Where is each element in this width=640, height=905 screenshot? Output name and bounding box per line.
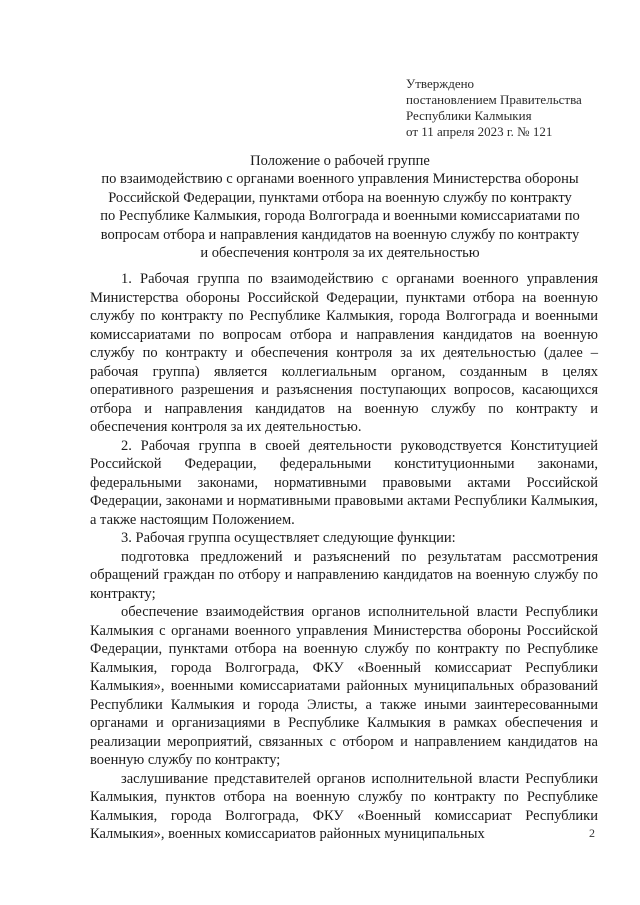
title-line: Российской Федерации, пунктами отбора на военную службу по контракту xyxy=(108,189,572,206)
function-item: заслушивание представителей органов исполнительной власти Республики Калмыкия, пунктов отбора на военную службу по контракту по Республике Калмыкия, города Волгограда, ФКУ «Военный комиссариат Республики Калмыкия», военных комиссариатов районных муниципальных xyxy=(90,770,598,842)
paragraph-3: 3. Рабочая группа осуществляет следующие функции: xyxy=(121,530,456,546)
title-line: по взаимодействию с органами военного управления Министерства обороны xyxy=(101,171,579,188)
approval-stamp xyxy=(406,76,582,140)
document-title xyxy=(70,152,610,262)
function-item: обеспечение взаимодействия органов исполнительной власти Республики Калмыкия с органами военного управления Министерства обороны Российской Федерации, пунктами отбора на военную службу по контракту по Республике Калмыкия, города Волгограда, ФКУ «Военный комиссариат Республики Калмыкия», военными комиссариатами районных муниципальных образований Республики Калмыкия и города Элисты, а также иными заинтересованными органами и организациями в Республике Калмыкия в рамках обеспечения и реализации мероприятий, связанных с отбором и направлением кандидатов на военную службу по контракту; xyxy=(90,604,598,768)
document-body xyxy=(90,270,598,844)
approval-line: Утверждено xyxy=(406,76,475,91)
function-item: подготовка предложений и разъяснений по результатам рассмотрения обращений граждан по отбору и направлению кандидатов на военную службу по контракту; xyxy=(90,548,598,602)
approval-line: Республики Калмыкия xyxy=(406,108,532,123)
paragraph-2: 2. Рабочая группа в своей деятельности руководствуется Конституцией Российской Федерации, федеральными конституционными законами, федеральными законами, нормативными правовыми актами Российской Федерации, законами и нормативными правовыми актами Республики Калмыкия, а также настоящим Положением. xyxy=(90,437,598,528)
approval-date-line: от 11 апреля 2023 г. № 121 xyxy=(406,124,553,139)
title-line: вопросам отбора и направления кандидатов на военную службу по контракту xyxy=(100,226,580,243)
title-line: Положение о рабочей группе xyxy=(250,153,430,169)
page-number: 2 xyxy=(589,826,595,840)
title-line: по Республике Калмыкия, города Волгограда и военными комиссариатами по xyxy=(100,208,580,225)
approval-line: постановлением Правительства xyxy=(406,92,582,107)
title-line: и обеспечения контроля за их деятельностью xyxy=(200,245,480,262)
paragraph-1: 1. Рабочая группа по взаимодействию с органами военного управления Министерства обороны Российской Федерации, пунктами отбора на военную службу по контракту по Республике Калмыкия, города Волгограда и военными комиссариатами по вопросам отбора и направления кандидатов на военную службу по контракту и обеспечения контроля за их деятельностью (далее – рабочая группа) является коллегиальным органом, созданным в целях оперативного разрешения и разъяснения поступающих вопросов, касающихся отбора и направления кандидатов на военную службу по контракту и обеспечения контроля за их деятельностью. xyxy=(90,271,598,435)
